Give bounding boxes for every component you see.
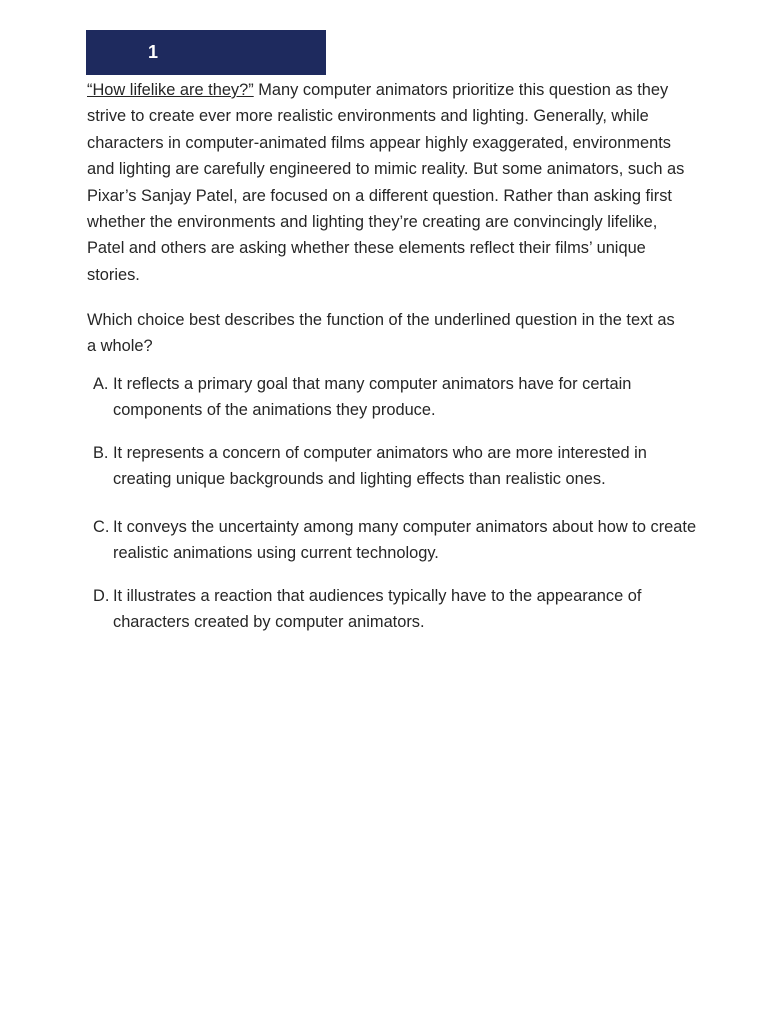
option-text: It conveys the uncertainty among many computer animators about how to create realistic animations using current technology. xyxy=(113,518,697,563)
passage-text xyxy=(87,77,687,288)
answer-option-c[interactable] xyxy=(93,514,703,567)
passage-body: Many computer animators prioritize this question as they strive to create ever more realistic environments and lighting. Generally, while characters in computer-animated films appear highly exaggerated, environments and lighting are carefully engineered to mimic reality. But some animators, such as Pixar’s Sanjay Patel, are focused on a different question. Rather than asking first whether the environments and lighting they’re creating are convincingly lifelike, Patel and others are asking whether these elements reflect their films’ unique stories. xyxy=(87,81,685,284)
underlined-question: “How lifelike are they?” xyxy=(87,81,254,99)
option-text: It represents a concern of computer animators who are more interested in creating unique backgrounds and lighting effects than realistic ones. xyxy=(113,444,647,489)
option-letter: D. xyxy=(93,587,110,605)
question-number-bar xyxy=(86,30,326,75)
option-letter: C. xyxy=(93,518,110,536)
answer-option-b[interactable] xyxy=(93,440,703,493)
answer-option-d[interactable] xyxy=(93,583,703,636)
question-prompt: Which choice best describes the function of the underlined question in the text as a whole? xyxy=(87,311,675,356)
option-text: It illustrates a reaction that audiences typically have to the appearance of characters created by computer animators. xyxy=(113,587,642,632)
option-text: It reflects a primary goal that many computer animators have for certain components of the animations they produce. xyxy=(113,375,632,420)
option-letter: A. xyxy=(93,375,109,393)
option-letter: B. xyxy=(93,444,109,462)
question-number: 1 xyxy=(148,42,159,62)
answer-option-a[interactable] xyxy=(93,371,703,424)
